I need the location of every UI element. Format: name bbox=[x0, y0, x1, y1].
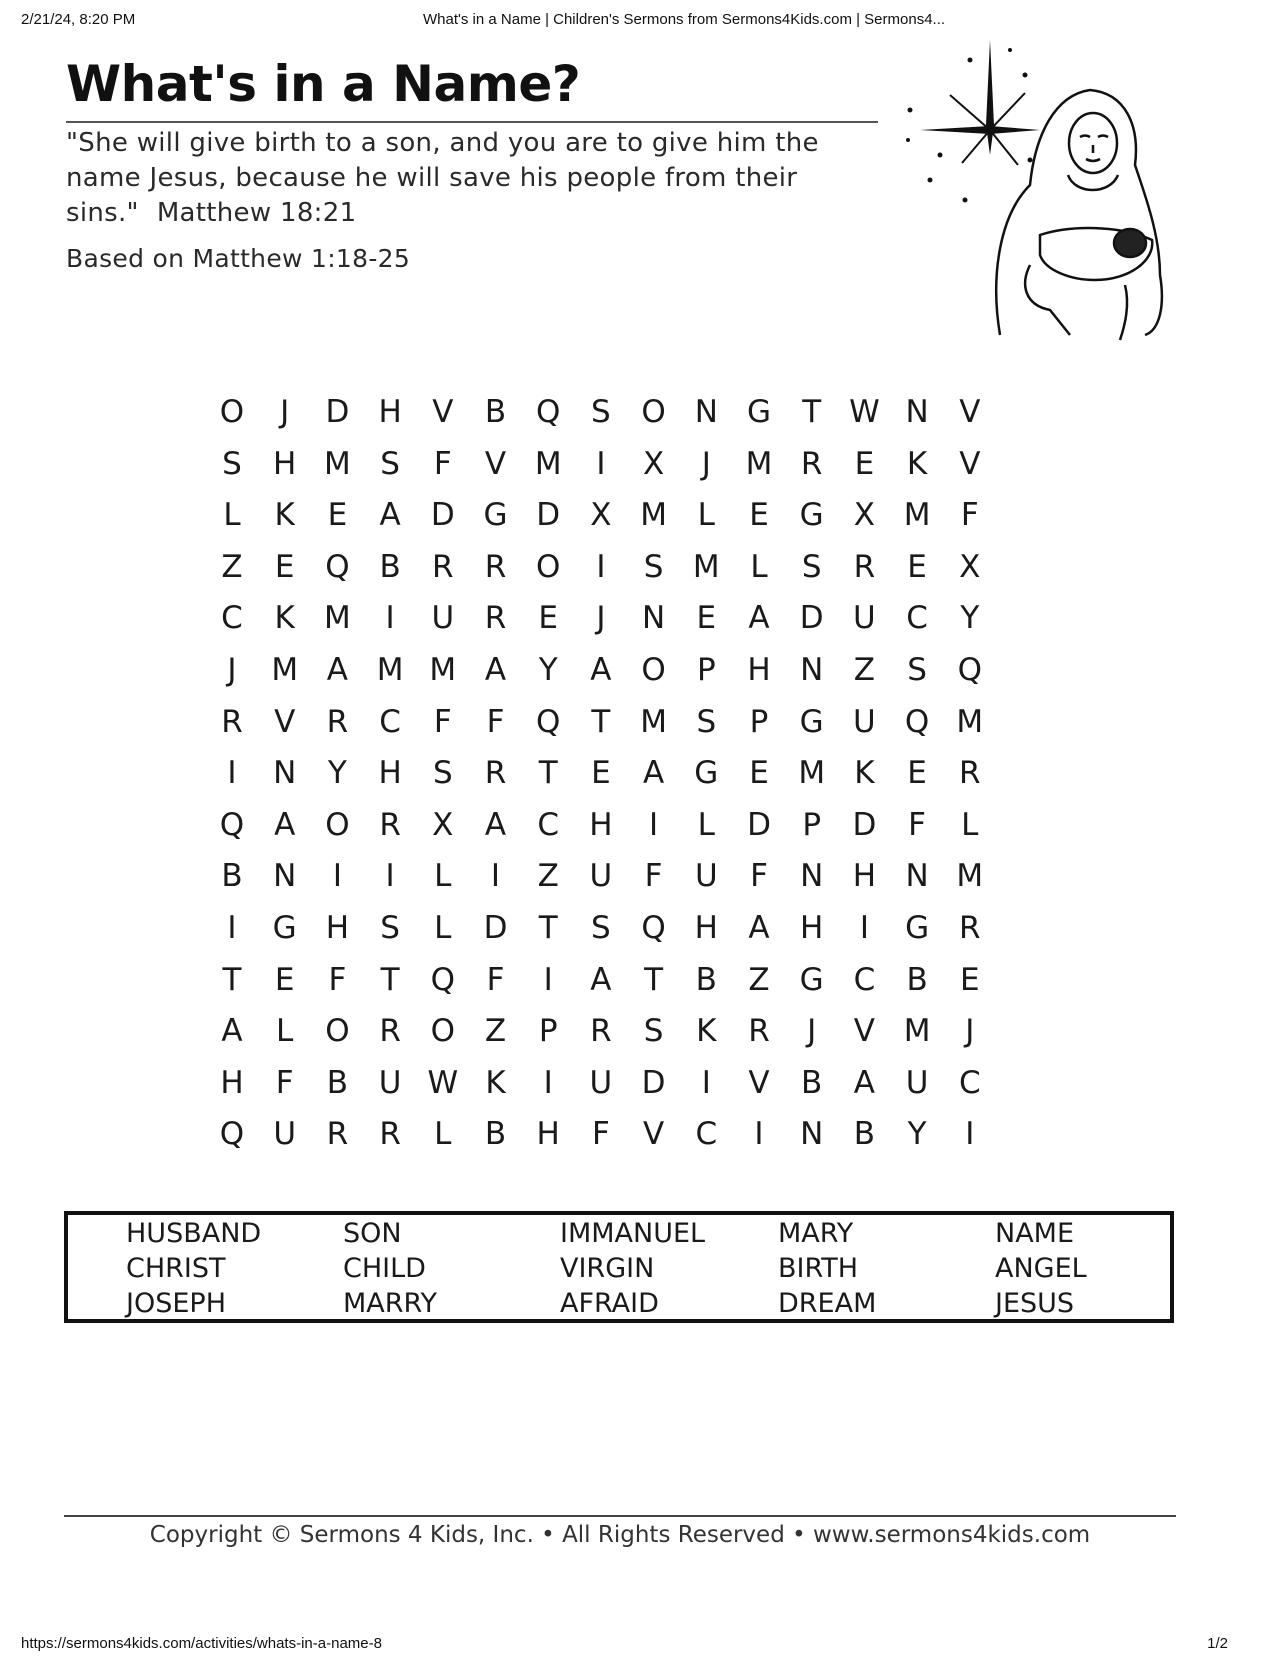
grid-letter: N bbox=[905, 394, 929, 430]
grid-letter: T bbox=[591, 703, 611, 740]
grid-letter: R bbox=[432, 548, 454, 585]
grid-letter: K bbox=[485, 1064, 506, 1101]
grid-letter: C bbox=[537, 806, 560, 843]
grid-letter: B bbox=[326, 1064, 349, 1101]
grid-letter: T bbox=[538, 910, 558, 946]
grid-letter: L bbox=[276, 1013, 294, 1050]
scripture-verse bbox=[66, 126, 866, 231]
grid-letter: R bbox=[748, 1013, 770, 1050]
grid-letter: A bbox=[326, 652, 348, 688]
grid-letter: F bbox=[908, 806, 927, 843]
grid-letter: R bbox=[326, 703, 349, 740]
grid-letter: V bbox=[432, 394, 454, 430]
grid-letter: R bbox=[484, 600, 507, 637]
grid-letter: Z bbox=[748, 961, 770, 998]
grid-letter: B bbox=[695, 961, 717, 998]
grid-letter: V bbox=[853, 1013, 875, 1050]
grid-letter: F bbox=[433, 703, 452, 740]
grid-letter: M bbox=[534, 445, 562, 482]
star-icon bbox=[907, 40, 1041, 202]
grid-letter: N bbox=[800, 652, 824, 688]
word-bank-item: CHRIST bbox=[126, 1253, 226, 1284]
grid-letter: E bbox=[591, 755, 611, 792]
grid-letter: U bbox=[378, 1064, 402, 1101]
grid-letter: M bbox=[640, 497, 667, 534]
grid-letter: M bbox=[692, 548, 720, 585]
grid-letter: K bbox=[906, 445, 928, 482]
grid-letter: F bbox=[275, 1064, 294, 1101]
word-bank-item: JESUS bbox=[995, 1288, 1075, 1319]
verse-text: "She will give birth to a son, and you are to give him the name Jesus, because he will save his people from their sins." bbox=[66, 128, 819, 228]
word-bank-item: VIRGIN bbox=[560, 1253, 655, 1284]
grid-letter: S bbox=[643, 548, 664, 585]
grid-letter: M bbox=[640, 703, 667, 740]
grid-letter: I bbox=[965, 1116, 975, 1153]
grid-letter: Z bbox=[537, 858, 559, 895]
word-bank-item: AFRAID bbox=[560, 1288, 659, 1319]
grid-letter: V bbox=[959, 394, 981, 430]
grid-letter: U bbox=[431, 600, 455, 637]
grid-letter: H bbox=[325, 910, 350, 946]
grid-letter: H bbox=[378, 755, 402, 792]
grid-letter: A bbox=[642, 755, 665, 792]
grid-letter: T bbox=[644, 961, 664, 998]
grid-letter: B bbox=[484, 1116, 507, 1153]
grid-letter: M bbox=[956, 858, 984, 895]
grid-letter: T bbox=[380, 961, 400, 998]
grid-letter: M bbox=[745, 445, 773, 482]
grid-letter: X bbox=[432, 806, 454, 843]
grid-letter: R bbox=[326, 1116, 349, 1153]
grid-letter: G bbox=[799, 703, 824, 740]
grid-letter: K bbox=[274, 497, 295, 534]
grid-letter: F bbox=[486, 961, 505, 998]
grid-letter: A bbox=[590, 961, 612, 998]
grid-letter: I bbox=[332, 858, 342, 895]
grid-letter: B bbox=[379, 548, 401, 585]
grid-letter: H bbox=[536, 1116, 560, 1153]
grid-letter: I bbox=[596, 445, 606, 482]
grid-letter: M bbox=[376, 652, 404, 688]
grid-letter: H bbox=[220, 1064, 244, 1101]
grid-letter: I bbox=[385, 858, 395, 895]
grid-letter: O bbox=[325, 1013, 350, 1050]
grid-letter: D bbox=[799, 600, 824, 637]
grid-letter: T bbox=[802, 394, 822, 430]
grid-letter: V bbox=[959, 445, 981, 482]
grid-letter: D bbox=[483, 910, 508, 946]
grid-letter: R bbox=[379, 806, 401, 843]
word-bank-item: ANGEL bbox=[995, 1253, 1087, 1284]
word-bank-item: DREAM bbox=[778, 1288, 877, 1319]
grid-letter: A bbox=[484, 652, 507, 688]
grid-letter: U bbox=[589, 1064, 613, 1101]
grid-letter: C bbox=[695, 1116, 718, 1153]
grid-letter: H bbox=[747, 652, 771, 688]
word-bank bbox=[64, 1211, 1174, 1323]
grid-letter: G bbox=[799, 497, 824, 534]
grid-letter: R bbox=[853, 548, 876, 585]
grid-letter: L bbox=[750, 548, 768, 585]
grid-letter: O bbox=[219, 394, 245, 430]
grid-letter: G bbox=[746, 394, 772, 430]
grid-letter: R bbox=[379, 1116, 401, 1153]
print-header bbox=[0, 11, 1270, 31]
grid-letter: S bbox=[696, 703, 717, 740]
word-bank-item: BIRTH bbox=[778, 1253, 859, 1284]
grid-letter: M bbox=[324, 445, 351, 482]
grid-letter: D bbox=[747, 806, 771, 843]
grid-letter: D bbox=[536, 497, 561, 534]
print-page-number: 1/2 bbox=[1207, 1635, 1228, 1652]
grid-letter: J bbox=[965, 1013, 975, 1050]
grid-letter: I bbox=[754, 1116, 764, 1153]
grid-letter: N bbox=[694, 394, 718, 430]
grid-letter: N bbox=[800, 858, 824, 895]
grid-letter: U bbox=[273, 1116, 297, 1153]
title-divider bbox=[66, 121, 878, 123]
grid-letter: D bbox=[641, 1064, 666, 1101]
grid-letter: Q bbox=[904, 703, 930, 740]
grid-letter: E bbox=[696, 600, 717, 637]
grid-letter: G bbox=[905, 910, 930, 946]
grid-letter: V bbox=[484, 445, 507, 482]
grid-letter: K bbox=[274, 600, 295, 637]
grid-letter: A bbox=[379, 497, 401, 534]
grid-letter: Q bbox=[641, 910, 666, 946]
grid-letter: Q bbox=[535, 394, 561, 430]
grid-letter: H bbox=[694, 910, 718, 946]
grid-letter: B bbox=[853, 1116, 876, 1153]
grid-letter: C bbox=[958, 1064, 981, 1101]
grid-letter: Z bbox=[484, 1013, 507, 1050]
mary-and-baby-illustration bbox=[890, 35, 1190, 365]
grid-letter: E bbox=[538, 600, 558, 637]
grid-letter: D bbox=[325, 394, 350, 430]
grid-letter: H bbox=[273, 445, 297, 482]
grid-letter: P bbox=[749, 703, 769, 740]
word-bank-item: IMMANUEL bbox=[560, 1218, 706, 1249]
verse-reference: Matthew 18:21 bbox=[156, 198, 357, 228]
grid-letter: H bbox=[589, 806, 613, 843]
grid-letter: A bbox=[274, 806, 296, 843]
grid-letter: V bbox=[642, 1116, 665, 1153]
grid-letter: O bbox=[641, 652, 666, 688]
grid-letter: J bbox=[596, 600, 606, 637]
grid-letter: S bbox=[591, 910, 611, 946]
grid-letter: M bbox=[903, 497, 931, 534]
grid-letter: R bbox=[800, 445, 823, 482]
grid-letter: J bbox=[807, 1013, 817, 1050]
copyright-text: Copyright © Sermons 4 Kids, Inc. • All Rights Reserved • www.sermons4kids.com bbox=[149, 1522, 1091, 1548]
grid-letter: E bbox=[749, 497, 769, 534]
grid-letter: X bbox=[959, 548, 981, 585]
grid-letter: Q bbox=[430, 961, 455, 998]
grid-letter: H bbox=[378, 394, 402, 430]
grid-letter: E bbox=[274, 961, 295, 998]
grid-letter: I bbox=[596, 548, 606, 585]
grid-letter: B bbox=[801, 1064, 823, 1101]
mary-figure bbox=[996, 90, 1162, 340]
grid-letter: B bbox=[221, 858, 243, 895]
grid-letter: I bbox=[490, 858, 501, 895]
grid-letter: K bbox=[696, 1013, 717, 1050]
grid-letter: Y bbox=[327, 755, 347, 792]
grid-letter: I bbox=[649, 806, 659, 843]
grid-letter: N bbox=[800, 1116, 824, 1153]
grid-letter: C bbox=[379, 703, 401, 740]
grid-letter: M bbox=[903, 1013, 931, 1050]
grid-letter: E bbox=[749, 755, 769, 792]
grid-letter: F bbox=[486, 703, 505, 740]
grid-letter: P bbox=[802, 806, 822, 843]
grid-letter: Q bbox=[219, 1116, 245, 1153]
grid-letter: J bbox=[701, 445, 711, 482]
grid-letter: I bbox=[859, 910, 869, 946]
grid-letter: F bbox=[750, 858, 768, 895]
grid-letter: I bbox=[543, 961, 553, 998]
grid-letter: D bbox=[430, 497, 455, 534]
grid-letter: I bbox=[227, 755, 237, 792]
grid-letter: S bbox=[380, 445, 400, 482]
grid-letter: Y bbox=[538, 652, 558, 688]
grid-letter: S bbox=[643, 1013, 664, 1050]
grid-letter: Q bbox=[325, 548, 350, 585]
worksheet-title: What's in a Name? bbox=[66, 55, 581, 113]
grid-letter: L bbox=[961, 806, 979, 843]
grid-letter: O bbox=[641, 394, 666, 430]
grid-letter: E bbox=[907, 548, 927, 585]
grid-letter: Y bbox=[960, 600, 980, 637]
grid-letter: O bbox=[535, 548, 561, 585]
grid-letter: E bbox=[854, 445, 875, 482]
grid-letter: E bbox=[960, 961, 980, 998]
grid-letter: C bbox=[853, 961, 876, 998]
grid-letter: N bbox=[273, 755, 297, 792]
grid-letter: U bbox=[589, 858, 613, 895]
grid-letter: N bbox=[641, 600, 666, 637]
grid-letter: B bbox=[484, 394, 507, 430]
grid-letter: A bbox=[484, 806, 507, 843]
grid-letter: J bbox=[227, 652, 237, 688]
grid-letter: R bbox=[379, 1013, 401, 1050]
grid-letter: A bbox=[221, 1013, 243, 1050]
grid-letter: R bbox=[959, 910, 981, 946]
grid-letter: L bbox=[434, 910, 452, 946]
grid-letter: O bbox=[325, 806, 350, 843]
grid-letter: Q bbox=[957, 652, 982, 688]
grid-letter: N bbox=[905, 858, 929, 895]
grid-letter: F bbox=[644, 858, 663, 895]
grid-letter: N bbox=[273, 858, 297, 895]
grid-letter: A bbox=[748, 910, 770, 946]
word-bank-item: NAME bbox=[995, 1218, 1075, 1249]
grid-letter: S bbox=[432, 755, 453, 792]
grid-letter: E bbox=[907, 755, 927, 792]
grid-letter: L bbox=[223, 497, 241, 534]
grid-letter: V bbox=[274, 703, 296, 740]
grid-letter: R bbox=[959, 755, 981, 792]
grid-letter: H bbox=[800, 910, 824, 946]
grid-letter: C bbox=[906, 600, 928, 637]
grid-letter: W bbox=[427, 1064, 459, 1101]
print-footer bbox=[0, 1635, 1270, 1655]
grid-letter: G bbox=[799, 961, 824, 998]
grid-letter: A bbox=[590, 652, 612, 688]
grid-letter: G bbox=[483, 497, 508, 534]
grid-letter: J bbox=[280, 394, 290, 430]
grid-letter: F bbox=[591, 1116, 610, 1153]
grid-letter: M bbox=[324, 600, 351, 637]
grid-letter: D bbox=[852, 806, 877, 843]
grid-letter: Z bbox=[221, 548, 243, 585]
word-bank-item: MARRY bbox=[343, 1288, 438, 1319]
grid-letter: X bbox=[642, 445, 665, 482]
grid-letter: R bbox=[484, 755, 507, 792]
grid-letter: I bbox=[701, 1064, 711, 1101]
grid-letter: L bbox=[697, 497, 715, 534]
grid-letter: A bbox=[853, 1064, 875, 1101]
grid-letter: G bbox=[694, 755, 719, 792]
grid-letter: A bbox=[748, 600, 770, 637]
grid-letter: S bbox=[222, 445, 242, 482]
grid-letter: S bbox=[907, 652, 927, 688]
grid-letter: M bbox=[429, 652, 457, 688]
grid-letter: U bbox=[853, 600, 876, 637]
grid-letter: I bbox=[543, 1064, 553, 1101]
grid-letter: I bbox=[385, 600, 395, 637]
print-url: https://sermons4kids.com/activities/whats-in-a-name-8 bbox=[21, 1635, 382, 1652]
grid-letter: E bbox=[327, 497, 348, 534]
grid-letter: T bbox=[538, 755, 558, 792]
grid-letter: F bbox=[433, 445, 452, 482]
grid-letter: X bbox=[590, 497, 612, 534]
grid-letter: R bbox=[484, 548, 507, 585]
word-bank-item: CHILD bbox=[343, 1253, 426, 1284]
grid-letter: E bbox=[274, 548, 295, 585]
grid-letter: R bbox=[221, 703, 243, 740]
grid-letter: C bbox=[221, 600, 243, 637]
grid-letter: U bbox=[853, 703, 876, 740]
print-datetime: 2/21/24, 8:20 PM bbox=[21, 11, 136, 28]
grid-letter: G bbox=[272, 910, 297, 946]
grid-letter: S bbox=[801, 548, 822, 585]
grid-letter: L bbox=[697, 806, 715, 843]
grid-letter: U bbox=[694, 858, 718, 895]
grid-letter: L bbox=[434, 858, 452, 895]
grid-letter: V bbox=[748, 1064, 770, 1101]
grid-letter: F bbox=[960, 497, 979, 534]
grid-letter: M bbox=[956, 703, 984, 740]
word-bank-item: SON bbox=[343, 1218, 402, 1249]
grid-letter: W bbox=[849, 394, 880, 430]
grid-letter: Z bbox=[853, 652, 876, 688]
grid-letter: I bbox=[227, 910, 237, 946]
grid-letter: L bbox=[434, 1116, 452, 1153]
grid-letter: Q bbox=[219, 806, 245, 843]
grid-letter: T bbox=[222, 961, 242, 998]
grid-letter: Q bbox=[535, 703, 561, 740]
grid-letter: H bbox=[852, 858, 877, 895]
grid-letter: Y bbox=[907, 1116, 927, 1153]
grid-letter: S bbox=[591, 394, 611, 430]
based-on-text: Based on Matthew 1:18-25 bbox=[66, 244, 411, 273]
grid-letter: O bbox=[430, 1013, 455, 1050]
footer-divider bbox=[64, 1515, 1176, 1517]
word-bank-item: MARY bbox=[778, 1218, 854, 1249]
grid-letter: K bbox=[854, 755, 875, 792]
grid-letter: U bbox=[905, 1064, 929, 1101]
word-bank-item: HUSBAND bbox=[126, 1218, 262, 1249]
grid-letter: R bbox=[590, 1013, 612, 1050]
grid-letter: P bbox=[538, 1013, 558, 1050]
grid-letter: B bbox=[906, 961, 928, 998]
grid-letter: M bbox=[798, 755, 826, 792]
grid-letter: S bbox=[380, 910, 400, 946]
grid-letter: M bbox=[271, 652, 299, 688]
grid-letter: P bbox=[696, 652, 716, 688]
print-page-title: What's in a Name | Children's Sermons from Sermons4Kids.com | Sermons4... bbox=[423, 11, 946, 28]
grid-letter: F bbox=[328, 961, 347, 998]
word-bank-item: JOSEPH bbox=[126, 1288, 226, 1319]
grid-letter: X bbox=[853, 497, 876, 534]
